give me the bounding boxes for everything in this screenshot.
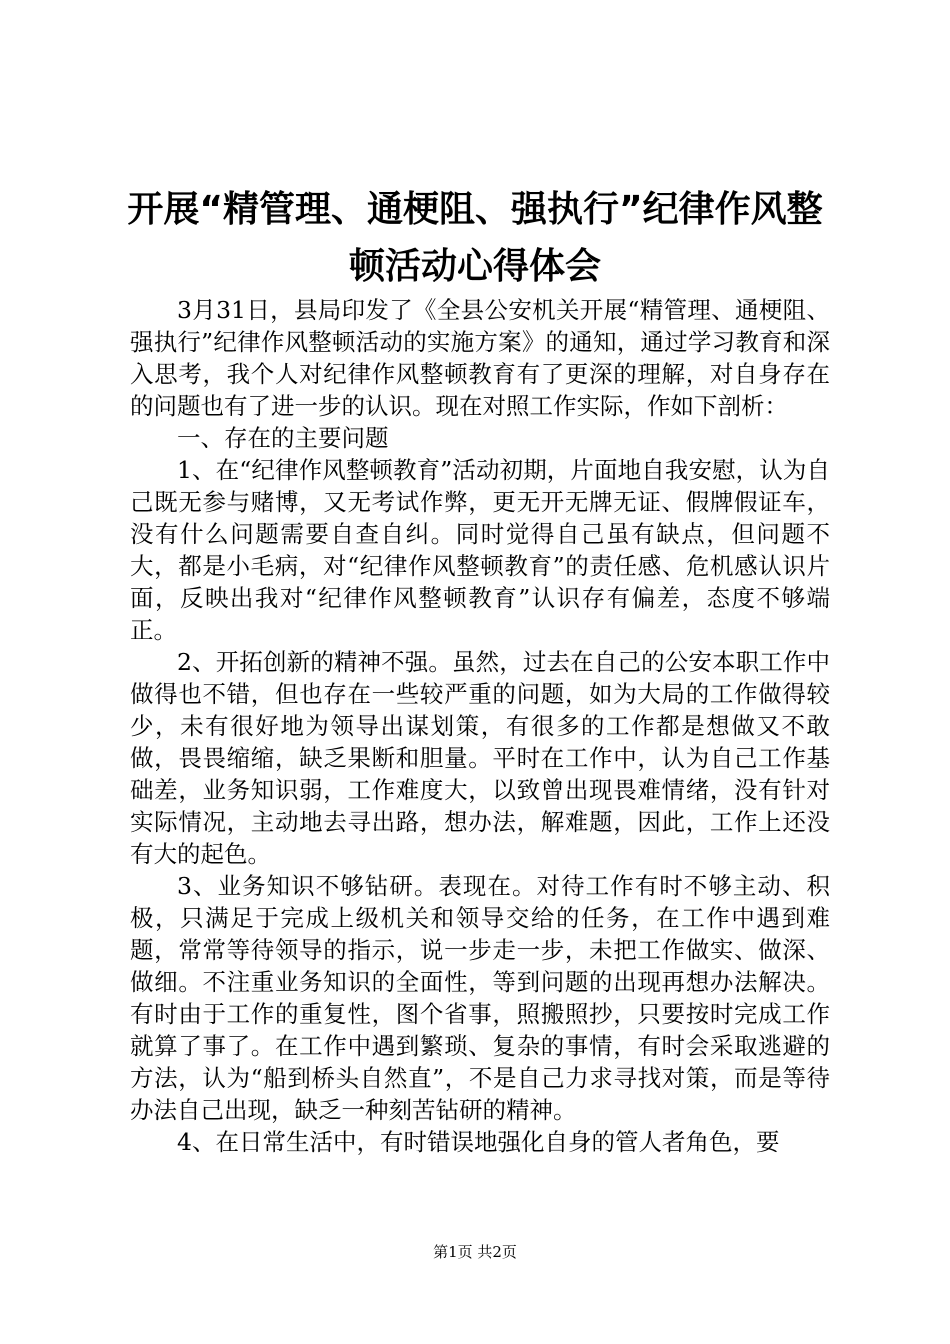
section-heading: 一、存在的主要问题 — [177, 424, 389, 452]
paragraph-item-3: 3、业务知识不够钻研。表现在。对待工作有时不够主动、积极，只满足于完成上级机关和领导交给的任务，在工作中遇到难题，常常等待领导的指示，说一步走一步，未把工作做实、做深、做细。不注重业务知识的全面性，等到问题的出现再想办法解决。有时由于工作的重复性，图个省事，照搬照抄，只要按时完成工作就算了事了。在工作中遇到繁琐、复杂的事情，有时会采取逃避的方法，认为“船到桥头自然直”，不是自己力求寻找对策，而是等待办法自己出现，缺乏一种刻苦钻研的精神。 — [130, 872, 830, 1124]
title-line-2: 顿活动心得体会 — [348, 246, 601, 287]
paragraph-item-4: 4、在日常生活中，有时错误地强化自身的管人者角色，要 — [177, 1128, 780, 1156]
title-line-1: 开展“精管理、通梗阻、强执行”纪律作风整 — [127, 189, 823, 230]
paragraph-item-2: 2、开拓创新的精神不强。虽然，过去在自己的公安本职工作中做得也不错，但也存在一些较严重的问题，如为大局的工作做得较少，未有很好地为领导出谋划策，有很多的工作都是想做又不敢做，畏畏缩缩，缺乏果断和胆量。平时在工作中，认为自己工作基础差，业务知识弱，工作难度大，以致曾出现畏难情绪，没有针对实际情况，主动地去寻出路，想办法，解难题，因此，工作上还没有大的起色。 — [130, 648, 830, 868]
paragraph-item-1: 1、在“纪律作风整顿教育”活动初期，片面地自我安慰，认为自己既无参与赌博，又无考试作弊，更无开无牌无证、假牌假证车，没有什么问题需要自查自纠。同时觉得自己虽有缺点，但问题不大，都是小毛病，对“纪律作风整顿教育”的责任感、危机感认识片面，反映出我对“纪律作风整顿教育”认识存有偏差，态度不够端正。 — [130, 456, 830, 644]
document-body — [130, 294, 830, 1158]
page-footer: 第1页 共2页 — [433, 1243, 517, 1261]
paragraph-intro: 3月31日，县局印发了《全县公安机关开展“精管理、通梗阻、强执行”纪律作风整顿活动的实施方案》的通知，通过学习教育和深入思考，我个人对纪律作风整顿教育有了更深的理解，对自身存在的问题也有了进一步的认识。现在对照工作实际，作如下剖析： — [130, 296, 830, 420]
